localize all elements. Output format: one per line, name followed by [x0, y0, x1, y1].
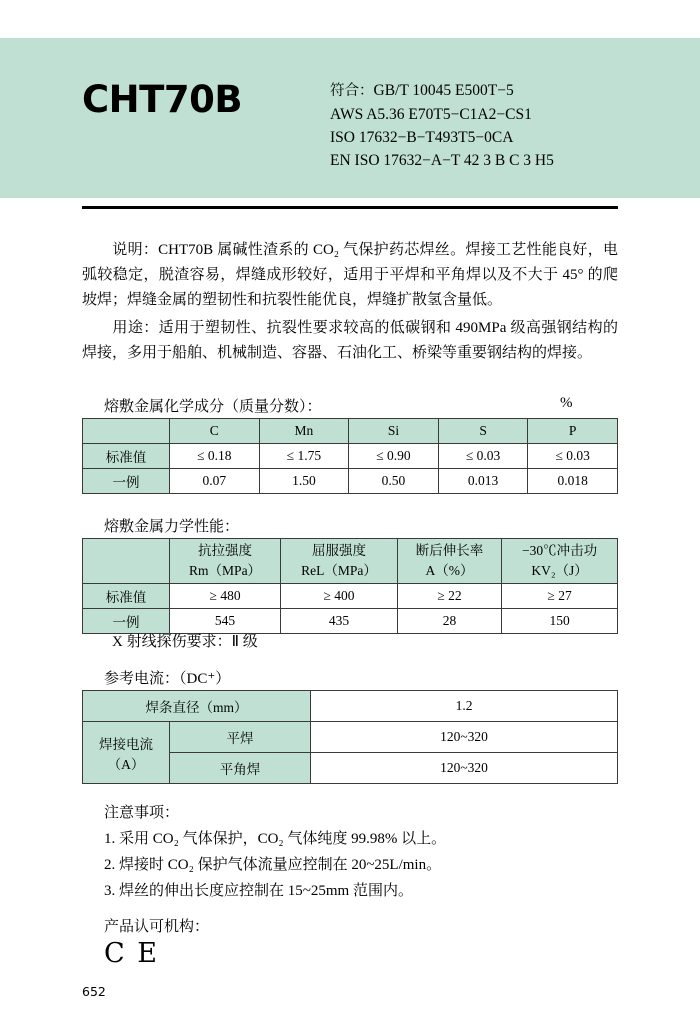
- current-label-line1: 焊接电流: [99, 736, 153, 752]
- chem-col-3: Si: [349, 419, 439, 444]
- usage-text: 适用于塑韧性、抗裂性要求较高的低碳钢和 490MPa 级高强钢结构的焊接，多用于船舶、机械制造、容器、石油化工、桥梁等重要钢结构的焊接。: [82, 320, 618, 361]
- usage-label: 用途：: [112, 320, 159, 336]
- diameter-value: 1.2: [311, 691, 618, 722]
- title-divider: [82, 206, 618, 209]
- chem-row0-mn: ≤ 1.75: [259, 444, 349, 469]
- mech-table: [82, 538, 618, 634]
- description-label: 说明：: [112, 242, 159, 258]
- note-item-3: 3. 焊丝的伸出长度应控制在 15~25mm 范围内。: [104, 883, 413, 899]
- mech-col-4: [502, 539, 618, 584]
- standard-0: GB/T 10045 E500T−5: [373, 82, 514, 99]
- chem-row1-si: 0.50: [349, 469, 439, 494]
- chem-col-1: C: [170, 419, 260, 444]
- note-item-1: 1. 采用 CO₂ 气体保护，CO₂ 气体纯度 99.98% 以上。: [104, 831, 447, 847]
- chem-row1-mn: 1.50: [259, 469, 349, 494]
- mech-row0-label: 标准值: [83, 584, 170, 609]
- mech-col-2-line1: 屈服强度: [312, 543, 366, 558]
- table-row: [83, 444, 618, 469]
- mech-row1-kv2: 150: [502, 609, 618, 634]
- mech-col-4-line1: −30℃冲击功: [522, 543, 598, 558]
- chem-row1-s: 0.013: [438, 469, 528, 494]
- standard-3: EN ISO 17632−A−T 42 3 B C 3 H5: [330, 152, 554, 169]
- notes-section: [104, 800, 624, 904]
- chem-col-5: P: [528, 419, 618, 444]
- chem-caption: 熔敷金属化学成分（质量分数）：: [104, 399, 322, 415]
- chem-row1-label: 一例: [83, 469, 170, 494]
- mech-row1-label: 一例: [83, 609, 170, 634]
- mech-col-2: [281, 539, 398, 584]
- table-row: [83, 419, 618, 444]
- mech-col-2-line2: ReL（MPa）: [301, 563, 377, 578]
- mech-col-1: [170, 539, 281, 584]
- page-number: 652: [82, 984, 106, 999]
- mech-col-3-line2: A（%）: [425, 563, 474, 578]
- xray-requirement: X 射线探伤要求：Ⅱ 级: [112, 634, 258, 650]
- chem-col-2: Mn: [259, 419, 349, 444]
- standards-row-3: [330, 149, 630, 172]
- mech-row0-rel: ≥ 400: [281, 584, 398, 609]
- mech-row0-rm: ≥ 480: [170, 584, 281, 609]
- current-row0-position: 平焊: [170, 722, 311, 753]
- mech-row1-rm: 545: [170, 609, 281, 634]
- table-row: [83, 469, 618, 494]
- chem-table: [82, 418, 618, 494]
- chem-row1-p: 0.018: [528, 469, 618, 494]
- description-text: CHT70B 属碱性渣系的 CO₂ 气保护药芯焊丝。焊接工艺性能良好，电弧较稳定，脱渣容易，焊缝成形较好，适用于平焊和平角焊以及不大于 45° 的爬坡焊；焊缝金属的塑韧性和抗裂性能优良，焊缝扩散氢含量低。: [82, 242, 618, 308]
- mech-row0-a: ≥ 22: [397, 584, 501, 609]
- standards-list: [330, 79, 630, 172]
- chem-row0-s: ≤ 0.03: [438, 444, 528, 469]
- chem-row0-p: ≤ 0.03: [528, 444, 618, 469]
- current-table: [82, 690, 618, 784]
- current-label-line2: （A）: [107, 756, 145, 772]
- standards-row-1: [330, 103, 630, 126]
- page-title: CHT70B: [82, 78, 243, 121]
- chem-col-4: S: [438, 419, 528, 444]
- current-caption: 参考电流：（DC⁺）: [104, 671, 231, 687]
- mech-col-1-line2: Rm（MPa）: [189, 563, 262, 578]
- diameter-label: 焊条直径（mm）: [83, 691, 311, 722]
- table-row: [83, 584, 618, 609]
- mech-row0-kv2: ≥ 27: [502, 584, 618, 609]
- mech-col-0: [83, 539, 170, 584]
- mech-col-3: [397, 539, 501, 584]
- description-paragraph: [82, 238, 618, 313]
- note-item-2: 2. 焊接时 CO₂ 保护气体流量应控制在 20~25L/min。: [104, 857, 442, 873]
- chem-row0-c: ≤ 0.18: [170, 444, 260, 469]
- current-label: [83, 722, 170, 784]
- chem-row1-c: 0.07: [170, 469, 260, 494]
- table-row: [83, 691, 618, 722]
- standard-1: AWS A5.36 E70T5−C1A2−CS1: [330, 106, 532, 123]
- ce-mark-icon: C E: [104, 938, 159, 969]
- standards-row-0: [330, 79, 630, 103]
- mech-caption: 熔敷金属力学性能：: [104, 519, 240, 535]
- mech-col-4-line2: KV₂（J）: [531, 563, 588, 578]
- mech-col-1-line1: 抗拉强度: [198, 543, 253, 558]
- standards-label: 符合：: [330, 83, 374, 99]
- standards-row-2: [330, 126, 630, 149]
- current-row1-value: 120~320: [311, 753, 618, 784]
- chem-unit: %: [560, 395, 573, 411]
- standard-2: ISO 17632−B−T493T5−0CA: [330, 129, 514, 146]
- usage-paragraph: [82, 316, 618, 366]
- chem-row0-si: ≤ 0.90: [349, 444, 439, 469]
- mech-row1-rel: 435: [281, 609, 398, 634]
- current-row1-position: 平角焊: [170, 753, 311, 784]
- mech-row1-a: 28: [397, 609, 501, 634]
- certification-title: 产品认可机构：: [104, 919, 210, 935]
- current-row0-value: 120~320: [311, 722, 618, 753]
- chem-col-0: [83, 419, 170, 444]
- notes-title: 注意事项：: [104, 805, 180, 821]
- mech-col-3-line1: 断后伸长率: [415, 543, 484, 558]
- table-row: [83, 539, 618, 584]
- table-row: [83, 722, 618, 753]
- chem-row0-label: 标准值: [83, 444, 170, 469]
